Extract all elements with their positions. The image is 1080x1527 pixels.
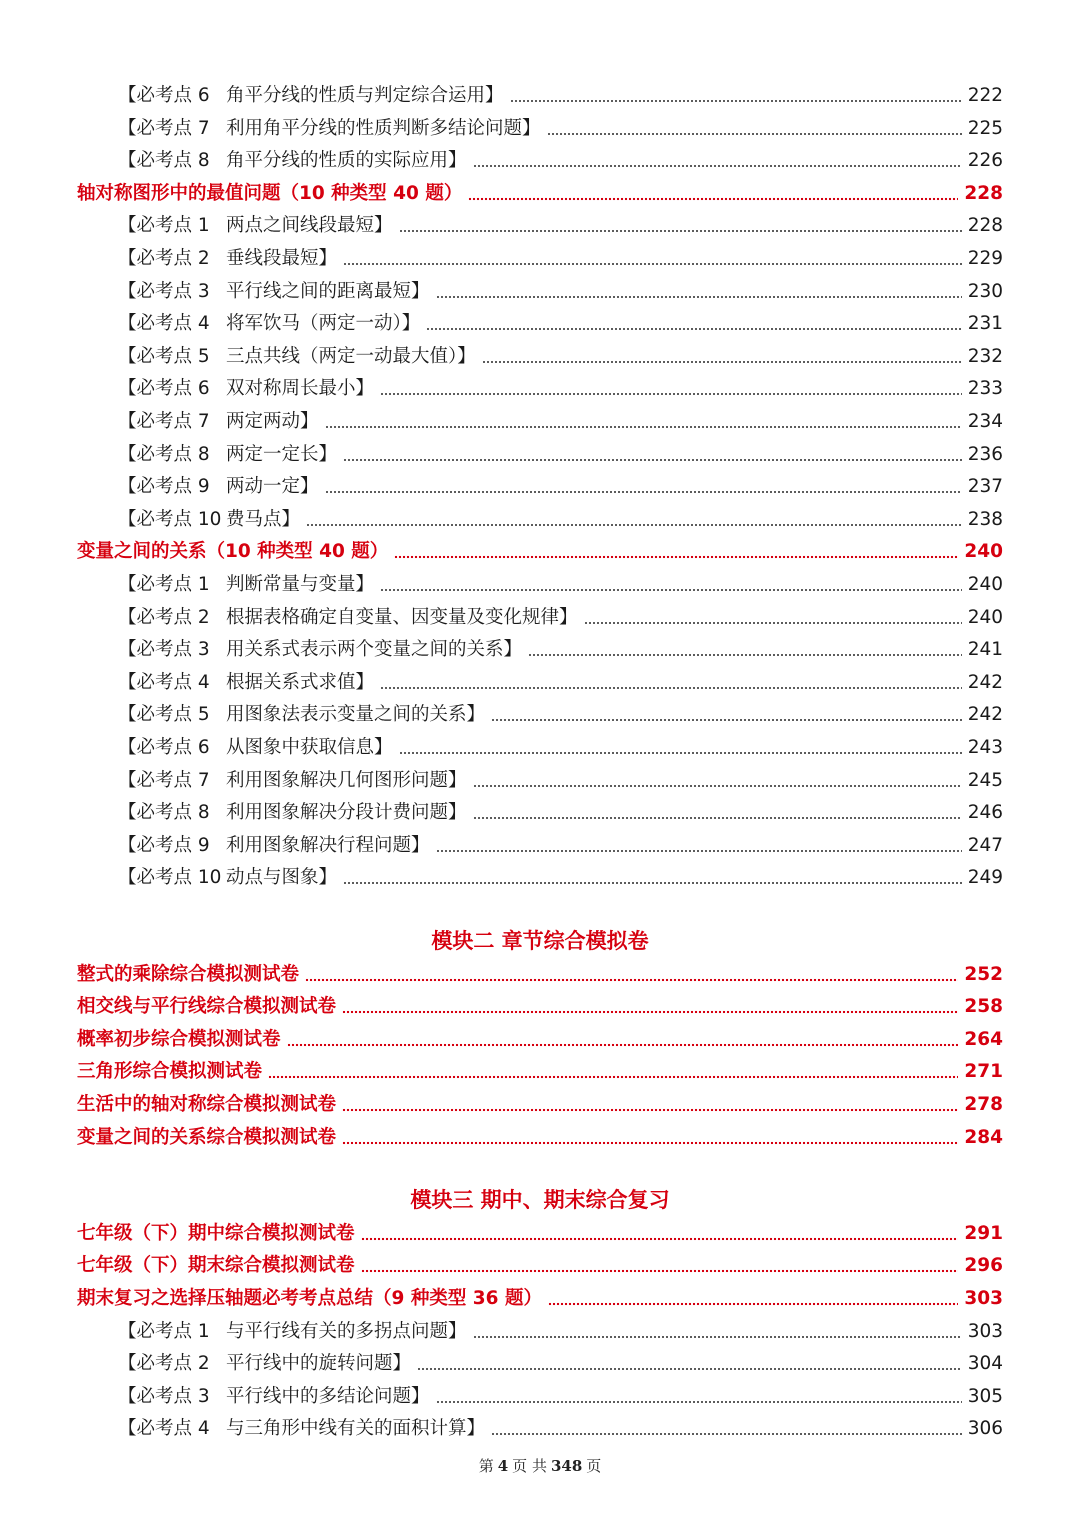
entry-text xyxy=(118,569,374,601)
toc-subentry[interactable] xyxy=(118,667,1003,699)
toc-chapter-entry[interactable] xyxy=(77,1056,1003,1088)
entry-label: 【必考点 6 xyxy=(118,85,210,106)
entry-text xyxy=(77,1024,281,1056)
entry-title: 两定两动】 xyxy=(226,411,319,432)
entry-title: 根据表格确定自变量、因变量及变化规律】 xyxy=(226,606,578,628)
dot-leader xyxy=(268,1075,958,1079)
entry-label: 【必考点 2 xyxy=(118,248,210,269)
entry-title: 两定一定长】 xyxy=(226,443,338,465)
dot-leader xyxy=(325,490,962,494)
toc-subentry[interactable] xyxy=(118,113,1003,145)
toc-chapter-entry[interactable] xyxy=(77,1122,1003,1154)
entry-page-number: 296 xyxy=(964,1255,1003,1277)
entry-title: 与平行线有关的多拐点问题】 xyxy=(226,1320,467,1342)
entry-title: 利用图象解决几何图形问题】 xyxy=(226,769,467,791)
toc-subentry[interactable] xyxy=(118,471,1003,503)
dot-leader xyxy=(380,686,962,690)
dot-leader xyxy=(436,1400,962,1404)
entry-page-number: 237 xyxy=(967,476,1003,498)
entry-text xyxy=(118,765,467,797)
toc-chapter-entry[interactable] xyxy=(77,991,1003,1023)
dot-leader xyxy=(473,164,962,168)
dot-leader xyxy=(343,881,962,885)
toc-subentry[interactable] xyxy=(118,1348,1003,1380)
dot-leader xyxy=(491,718,962,722)
page-footer xyxy=(0,1452,1080,1480)
entry-title: 利用图象解决分段计费问题】 xyxy=(226,802,467,824)
footer-suffix: 页 xyxy=(586,1457,602,1475)
footer-current-page: 4 xyxy=(497,1457,509,1475)
entry-label: 【必考点 4 xyxy=(118,313,210,335)
dot-leader xyxy=(547,132,962,136)
entry-label: 【必考点 3 xyxy=(118,639,210,661)
entry-text xyxy=(77,1056,262,1088)
entry-title: 判断常量与变量】 xyxy=(226,574,375,595)
entry-text xyxy=(118,439,337,471)
entry-page-number: 258 xyxy=(964,996,1003,1018)
entry-label: 【必考点 10 xyxy=(118,867,222,889)
toc-subentry[interactable] xyxy=(118,145,1003,177)
dot-leader xyxy=(305,978,958,982)
entry-label: 【必考点 9 xyxy=(118,476,210,498)
entry-title: 费马点】 xyxy=(226,508,301,530)
entry-page-number: 241 xyxy=(967,639,1003,661)
entry-label: 【必考点 6 xyxy=(118,737,210,758)
entry-page-number: 303 xyxy=(967,1320,1003,1342)
toc-subentry[interactable] xyxy=(118,569,1003,601)
entry-text xyxy=(118,243,337,275)
entry-text xyxy=(118,341,476,373)
entry-page-number: 240 xyxy=(964,541,1003,563)
entry-title: 角平分线的性质与判定综合运用】 xyxy=(226,85,504,106)
toc-chapter-entry[interactable] xyxy=(77,1283,1003,1315)
toc-subentry[interactable] xyxy=(118,732,1003,764)
dot-leader xyxy=(306,523,962,527)
entry-title: 生活中的轴对称综合模拟测试卷 xyxy=(77,1093,337,1115)
entry-title: 平行线中的多结论问题】 xyxy=(226,1385,430,1407)
toc-subentry[interactable] xyxy=(118,210,1003,242)
entry-page-number: 222 xyxy=(967,85,1003,106)
toc-subentry[interactable] xyxy=(118,797,1003,829)
entry-title: 双对称周长最小】 xyxy=(226,378,375,400)
entry-label: 【必考点 7 xyxy=(118,117,210,139)
toc-subentry[interactable] xyxy=(118,699,1003,731)
entry-text xyxy=(118,145,467,177)
footer-prefix: 第 xyxy=(478,1457,494,1475)
entry-label: 【必考点 7 xyxy=(118,769,210,791)
entry-page-number: 271 xyxy=(964,1061,1003,1083)
entry-page-number: 226 xyxy=(967,150,1003,172)
entry-text xyxy=(118,732,393,764)
dot-leader xyxy=(510,99,962,103)
entry-title: 变量之间的关系综合模拟测试卷 xyxy=(77,1126,337,1148)
toc-chapter-entry[interactable] xyxy=(77,536,1003,568)
entry-text xyxy=(118,210,393,242)
entry-label: 【必考点 8 xyxy=(118,802,210,824)
entry-page-number: 240 xyxy=(967,574,1003,595)
entry-text xyxy=(77,991,336,1023)
dot-leader xyxy=(584,621,962,625)
entry-page-number: 228 xyxy=(967,215,1003,237)
entry-label: 【必考点 4 xyxy=(118,1418,210,1440)
entry-label: 【必考点 2 xyxy=(118,1353,210,1375)
entry-text xyxy=(118,373,374,405)
entry-label: 【必考点 9 xyxy=(118,834,210,856)
entry-text xyxy=(77,178,462,210)
entry-text xyxy=(77,959,299,991)
entry-page-number: 242 xyxy=(967,704,1003,726)
entry-page-number: 278 xyxy=(964,1093,1003,1115)
entry-text xyxy=(118,1316,467,1348)
entry-title: 用图象法表示变量之间的关系】 xyxy=(226,704,486,726)
entry-page-number: 245 xyxy=(967,769,1003,791)
toc-subentry[interactable] xyxy=(118,1316,1003,1348)
entry-text xyxy=(118,602,578,634)
entry-title: 七年级（下）期末综合模拟测试卷 xyxy=(77,1255,355,1277)
toc-subentry[interactable] xyxy=(118,243,1003,275)
entry-page-number: 228 xyxy=(964,182,1003,204)
entry-page-number: 225 xyxy=(967,117,1003,139)
dot-leader xyxy=(287,1043,959,1047)
entry-label: 【必考点 6 xyxy=(118,378,210,400)
toc-chapter-entry[interactable] xyxy=(77,178,1003,210)
dot-leader xyxy=(343,458,962,462)
entry-text xyxy=(118,308,420,340)
entry-page-number: 249 xyxy=(967,867,1003,889)
entry-label: 【必考点 8 xyxy=(118,150,210,172)
entry-title: 动点与图象】 xyxy=(226,867,338,889)
entry-page-number: 229 xyxy=(967,248,1003,269)
entry-label: 【必考点 5 xyxy=(118,345,210,367)
dot-leader xyxy=(325,425,962,429)
entry-text xyxy=(77,536,388,568)
entry-title: 将军饮马（两定一动）】 xyxy=(226,313,421,335)
entry-text xyxy=(118,276,430,308)
entry-title: 利用图象解决行程问题】 xyxy=(226,834,430,856)
module-heading: 模块三 期中、期末综合复习 xyxy=(410,1188,670,1213)
entry-title: 两点之间线段最短】 xyxy=(226,215,393,237)
toc-subentry[interactable] xyxy=(118,830,1003,862)
toc-subentry[interactable] xyxy=(118,634,1003,666)
entry-page-number: 305 xyxy=(967,1385,1003,1407)
toc-subentry[interactable] xyxy=(118,406,1003,438)
toc-subentry[interactable] xyxy=(118,504,1003,536)
entry-text xyxy=(77,1122,336,1154)
toc-subentry[interactable] xyxy=(118,308,1003,340)
module-heading: 模块二 章节综合模拟卷 xyxy=(431,928,649,953)
entry-page-number: 264 xyxy=(964,1028,1003,1050)
toc-chapter-entry[interactable] xyxy=(77,1218,1003,1250)
entry-page-number: 304 xyxy=(967,1353,1003,1375)
entry-text xyxy=(118,471,319,503)
entry-title: 整式的乘除综合模拟测试卷 xyxy=(77,963,300,985)
entry-label: 【必考点 1 xyxy=(118,1320,210,1342)
entry-text xyxy=(118,830,430,862)
entry-page-number: 252 xyxy=(964,963,1003,985)
entry-text xyxy=(118,699,485,731)
entry-page-number: 303 xyxy=(964,1287,1003,1309)
entry-page-number: 230 xyxy=(967,280,1003,302)
entry-text xyxy=(77,1283,542,1315)
entry-label: 【必考点 10 xyxy=(118,508,222,530)
entry-label: 【必考点 2 xyxy=(118,606,210,628)
entry-page-number: 246 xyxy=(967,802,1003,824)
toc-subentry[interactable] xyxy=(118,862,1003,894)
dot-leader xyxy=(436,849,962,853)
entry-label: 【必考点 5 xyxy=(118,704,210,726)
entry-title: 利用角平分线的性质判断多结论问题】 xyxy=(226,117,541,139)
dot-leader xyxy=(417,1367,962,1371)
entry-page-number: 247 xyxy=(967,834,1003,856)
entry-title: 相交线与平行线综合模拟测试卷 xyxy=(77,996,337,1018)
entry-text xyxy=(118,862,337,894)
entry-title: 与三角形中线有关的面积计算】 xyxy=(226,1418,486,1440)
dot-leader xyxy=(380,588,962,592)
dot-leader xyxy=(473,816,962,820)
toc-subentry[interactable] xyxy=(118,439,1003,471)
entry-page-number: 231 xyxy=(967,313,1003,335)
entry-text xyxy=(118,80,504,112)
entry-label: 【必考点 7 xyxy=(118,411,210,432)
entry-label: 【必考点 8 xyxy=(118,443,210,465)
dot-leader xyxy=(473,784,962,788)
entry-title: 七年级（下）期中综合模拟测试卷 xyxy=(77,1222,355,1244)
toc-subentry[interactable] xyxy=(118,1381,1003,1413)
toc-chapter-entry[interactable] xyxy=(77,1024,1003,1056)
entry-label: 【必考点 1 xyxy=(118,215,210,237)
entry-title: 期末复习之选择压轴题必考考点总结（9 种类型 36 题） xyxy=(77,1287,542,1309)
footer-middle: 页 共 xyxy=(512,1457,547,1475)
toc-chapter-entry[interactable] xyxy=(77,1089,1003,1121)
toc-subentry[interactable] xyxy=(118,602,1003,634)
dot-leader xyxy=(342,1010,958,1014)
entry-page-number: 234 xyxy=(967,411,1003,432)
entry-page-number: 238 xyxy=(967,508,1003,530)
dot-leader xyxy=(436,295,962,299)
toc-chapter-entry[interactable] xyxy=(77,1250,1003,1282)
entry-title: 三点共线（两定一动最大值）】 xyxy=(226,345,476,367)
entry-page-number: 291 xyxy=(964,1222,1003,1244)
toc-subentry[interactable] xyxy=(118,1413,1003,1445)
entry-page-number: 232 xyxy=(967,345,1003,367)
entry-title: 用关系式表示两个变量之间的关系】 xyxy=(226,639,523,661)
entry-text xyxy=(77,1250,355,1282)
dot-leader xyxy=(342,1108,958,1112)
entry-page-number: 284 xyxy=(964,1126,1003,1148)
dot-leader xyxy=(491,1432,962,1436)
dot-leader xyxy=(528,653,962,657)
dot-leader xyxy=(473,1335,962,1339)
entry-title: 三角形综合模拟测试卷 xyxy=(77,1061,263,1083)
entry-page-number: 242 xyxy=(967,671,1003,693)
footer-total-pages: 348 xyxy=(550,1457,583,1475)
entry-title: 从图象中获取信息】 xyxy=(226,737,393,758)
entry-title: 平行线中的旋转问题】 xyxy=(226,1353,412,1375)
dot-leader xyxy=(482,360,962,364)
entry-label: 【必考点 4 xyxy=(118,671,210,693)
entry-page-number: 306 xyxy=(967,1418,1003,1440)
entry-text xyxy=(118,504,300,536)
entry-label: 【必考点 3 xyxy=(118,280,210,302)
toc-subentry[interactable] xyxy=(118,80,1003,112)
dot-leader xyxy=(361,1269,959,1273)
dot-leader xyxy=(380,392,962,396)
toc-subentry[interactable] xyxy=(118,276,1003,308)
entry-title: 垂线段最短】 xyxy=(226,248,338,269)
toc-chapter-entry[interactable] xyxy=(77,959,1003,991)
entry-text xyxy=(118,113,541,145)
toc-subentry[interactable] xyxy=(118,765,1003,797)
dot-leader xyxy=(468,197,958,201)
entry-text xyxy=(118,406,319,438)
entry-text xyxy=(118,667,374,699)
entry-label: 【必考点 1 xyxy=(118,574,210,595)
entry-title: 角平分线的性质的实际应用】 xyxy=(226,150,467,172)
entry-title: 变量之间的关系（10 种类型 40 题） xyxy=(77,541,389,563)
entry-title: 根据关系式求值】 xyxy=(226,671,375,693)
entry-page-number: 233 xyxy=(967,378,1003,400)
dot-leader xyxy=(342,1141,958,1145)
toc-subentry[interactable] xyxy=(118,373,1003,405)
entry-text xyxy=(118,634,522,666)
entry-title: 概率初步综合模拟测试卷 xyxy=(77,1028,281,1050)
dot-leader xyxy=(343,262,962,266)
entry-label: 【必考点 3 xyxy=(118,1385,210,1407)
entry-title: 两动一定】 xyxy=(226,476,319,498)
toc-subentry[interactable] xyxy=(118,341,1003,373)
entry-text xyxy=(118,797,467,829)
dot-leader xyxy=(548,1302,958,1306)
dot-leader xyxy=(399,751,962,755)
entry-text xyxy=(77,1218,355,1250)
entry-text xyxy=(77,1089,336,1121)
dot-leader xyxy=(399,229,962,233)
entry-text xyxy=(118,1348,411,1380)
dot-leader xyxy=(426,327,961,331)
entry-page-number: 240 xyxy=(967,606,1003,628)
entry-text xyxy=(118,1413,485,1445)
entry-text xyxy=(118,1381,430,1413)
dot-leader xyxy=(394,555,958,559)
entry-page-number: 236 xyxy=(967,443,1003,465)
entry-title: 平行线之间的距离最短】 xyxy=(226,280,430,302)
entry-page-number: 243 xyxy=(967,737,1003,758)
entry-title: 轴对称图形中的最值问题（10 种类型 40 题） xyxy=(77,182,463,204)
dot-leader xyxy=(361,1237,959,1241)
